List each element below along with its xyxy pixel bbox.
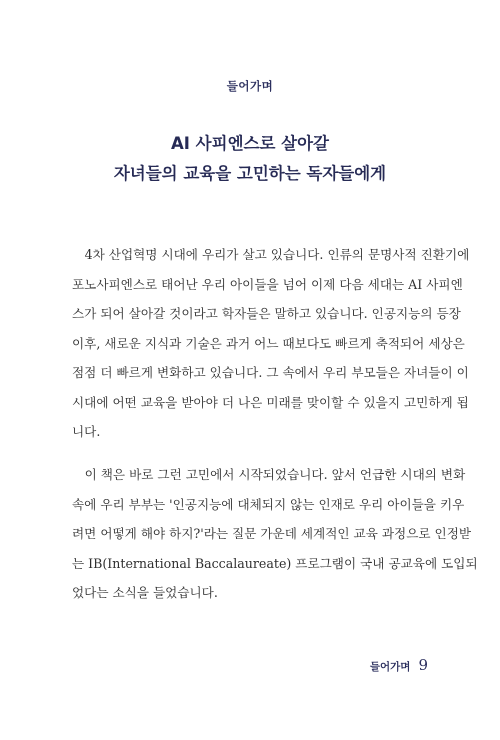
page-number: 9 <box>418 656 428 674</box>
text-line: 시대에 어떤 교육을 받아야 더 나은 미래를 맞이할 수 있을지 고민하게 됩 <box>72 394 469 410</box>
page-title-line-2: 자녀들의 교육을 고민하는 독자들에게 <box>113 164 387 183</box>
text-line: 포노사피엔스로 태어난 우리 아이들을 넘어 이제 다음 세대는 AI 사피엔 <box>72 276 463 292</box>
text-line: 이 책은 바로 그런 고민에서 시작되었습니다. 앞서 언급한 시대의 변화 <box>72 467 466 482</box>
text-line: 점점 더 빠르게 변화하고 있습니다. 그 속에서 우리 부모들은 자녀들이 이 <box>72 365 469 380</box>
section-label: 들어가며 <box>226 79 274 93</box>
footer-section-label: 들어가며 <box>369 661 411 673</box>
text-line: 니다. <box>72 424 101 439</box>
text-line: 속에 우리 부부는 '인공지능에 대체되지 않는 인재로 우리 아이들을 키우 <box>72 496 465 512</box>
text-line: 는 IB(International Baccalaureate) 프로그램이 국내 공교육에 도입되 <box>72 555 478 571</box>
text-line: 이후, 새로운 지식과 기술은 과거 어느 때보다도 빠르게 축적되어 세상은 <box>72 335 465 351</box>
page-footer <box>370 656 428 674</box>
text-line: 려면 어떻게 해야 하지?'라는 질문 가운데 세계적인 교육 과정으로 인정받 <box>72 526 472 541</box>
page-title-line-1: AI 사피엔스로 살아갈 <box>171 134 329 153</box>
body-paragraph-2 <box>72 460 478 608</box>
text-line: 스가 되어 살아갈 것이라고 학자들은 말하고 있습니다. 인공지능의 등장 <box>72 306 461 321</box>
body-paragraph-1 <box>72 240 470 447</box>
text-line: 었다는 소식을 들었습니다. <box>72 585 218 600</box>
text-line: 4차 산업혁명 시대에 우리가 살고 있습니다. 인류의 문명사적 진환기에 <box>72 247 470 262</box>
